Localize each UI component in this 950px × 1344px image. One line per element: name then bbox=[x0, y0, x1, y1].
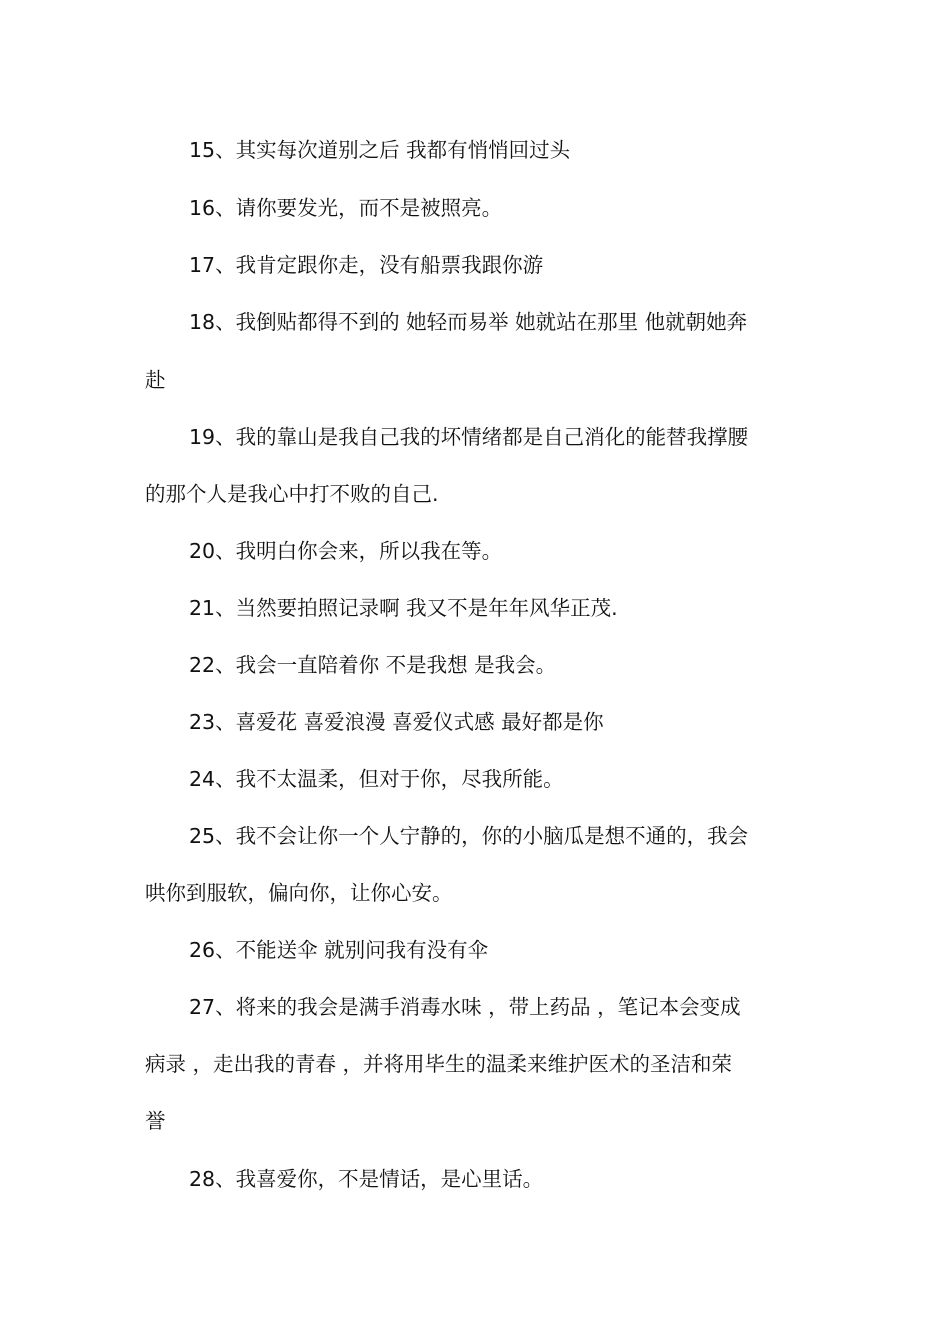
text-line-27-cont-2: 誉 bbox=[145, 1109, 166, 1133]
text-line-27-cont-1: 病录 ，走出我的青春 ，并将用毕生的温柔来维护医术的圣洁和荣 bbox=[145, 1052, 733, 1076]
text-line-18-cont: 赴 bbox=[145, 368, 166, 392]
text-line-27: 27、将来的我会是满手消毒水味 ，带上药品 ，笔记本会变成 bbox=[189, 995, 741, 1019]
text-line-20: 20、我明白你会来，所以我在等。 bbox=[189, 539, 503, 563]
text-line-24: 24、我不太温柔，但对于你，尽我所能。 bbox=[189, 767, 564, 791]
text-line-19: 19、我的靠山是我自己我的坏情绪都是自己消化的能替我撑腰 bbox=[189, 425, 749, 449]
text-line-17: 17、我肯定跟你走，没有船票我跟你游 bbox=[189, 253, 544, 277]
text-line-21: 21、当然要拍照记录啊 我又不是年年风华正茂. bbox=[189, 596, 618, 620]
text-line-25: 25、我不会让你一个人宁静的，你的小脑瓜是想不通的，我会 bbox=[189, 824, 749, 848]
text-line-26: 26、不能送伞 就别问我有没有伞 bbox=[189, 938, 489, 962]
text-line-23: 23、喜爱花 喜爱浪漫 喜爱仪式感 最好都是你 bbox=[189, 710, 604, 734]
text-line-16: 16、请你要发光，而不是被照亮。 bbox=[189, 196, 503, 220]
text-line-19-cont: 的那个人是我心中打不败的自己. bbox=[145, 482, 439, 506]
text-line-18: 18、我倒贴都得不到的 她轻而易举 她就站在那里 他就朝她奔 bbox=[189, 310, 748, 334]
text-line-25-cont: 哄你到服软，偏向你，让你心安。 bbox=[145, 881, 453, 905]
text-line-28: 28、我喜爱你，不是情话，是心里话。 bbox=[189, 1167, 544, 1191]
text-line-15: 15、其实每次道别之后 我都有悄悄回过头 bbox=[189, 138, 571, 162]
text-line-22: 22、我会一直陪着你 不是我想 是我会。 bbox=[189, 653, 557, 677]
